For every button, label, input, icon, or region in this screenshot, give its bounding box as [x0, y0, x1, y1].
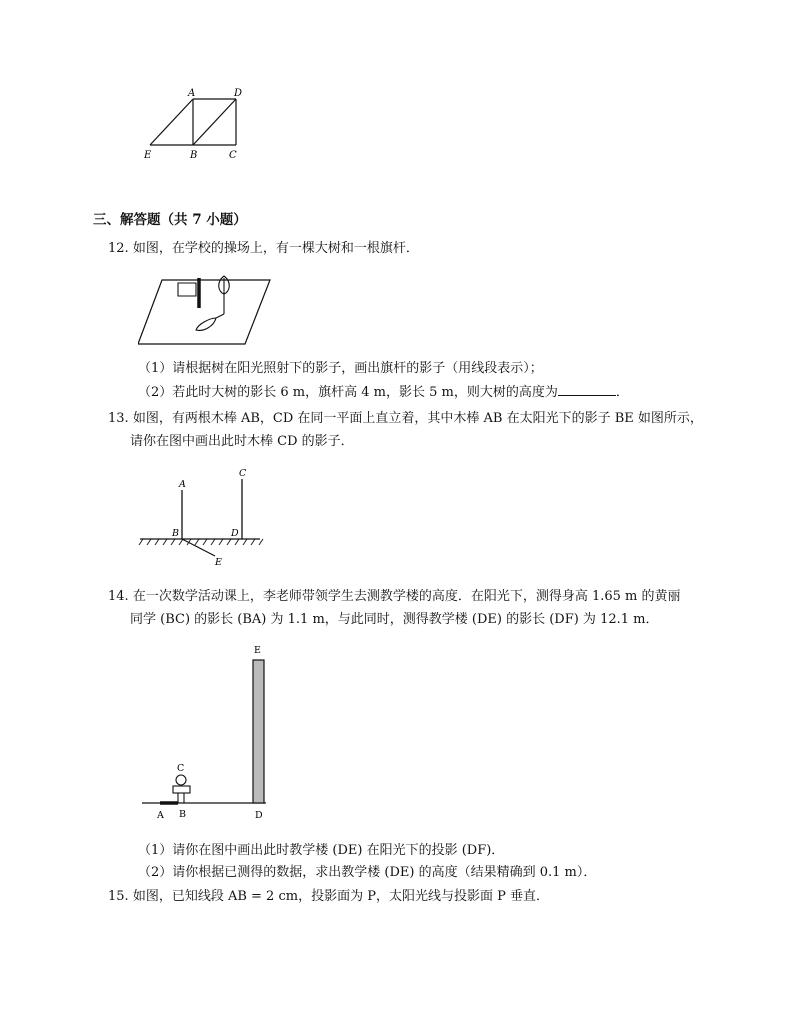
section-title: 三、解答题（共 7 小题）	[93, 212, 247, 228]
q12-figure-playground	[138, 268, 273, 348]
q13-number: 13.	[108, 411, 129, 426]
q15-line	[108, 888, 549, 906]
q14-number: 14.	[108, 589, 129, 604]
q14-sub1: （1）请你在图中画出此时教学楼 (DE) 在阳光下的投影 (DF)．	[138, 843, 505, 858]
q13-text-2: 请你在图中画出此时木棒 CD 的影子．	[130, 434, 354, 449]
label-D: D	[234, 88, 243, 99]
q13-label-B: B	[172, 528, 179, 539]
q14-label-C: C	[177, 763, 185, 774]
q14-label-B: B	[179, 809, 186, 820]
q14-text-2: 同学 (BC) 的影长 (BA) 为 1.1 m，与此同时，测得教学楼 (DE) 的影长 (DF) 为 12.1 m．	[130, 612, 659, 627]
q14-label-E: E	[254, 645, 261, 656]
q13-label-C: C	[239, 468, 247, 479]
q12-sub2-end: ．	[615, 385, 629, 400]
q12-text: 如图，在学校的操场上，有一棵大树和一根旗杆．	[132, 241, 419, 256]
q12-sub1: （1）请根据树在阳光照射下的影子，画出旗杆的影子（用线段表示）；	[138, 361, 543, 376]
q13-label-D: D	[231, 528, 239, 539]
label-C: C	[229, 150, 237, 161]
q13-text-1: 如图，有两根木棒 AB，CD 在同一平面上直立着，其中木棒 AB 在太阳光下的影子 BE 如图所示，	[132, 411, 703, 426]
label-E: E	[144, 150, 152, 161]
q13-label-A: A	[179, 479, 186, 490]
q12-sub2	[138, 383, 629, 402]
label-B: B	[190, 150, 198, 161]
q14-label-D: D	[255, 810, 263, 821]
q14-text-1: 在一次数学活动课上，李老师带领学生去测教学楼的高度．在阳光下，测得身高 1.65 m 的黄丽	[132, 589, 681, 604]
answer-blank[interactable]	[558, 383, 616, 396]
figure-11-diagram	[140, 84, 252, 162]
q12-line	[108, 240, 419, 258]
label-A: A	[188, 88, 196, 99]
q15-number: 15.	[108, 889, 129, 904]
q13-label-E: E	[215, 557, 222, 568]
q14-line1	[108, 588, 681, 606]
q12-sub2-text: （2）若此时大树的影长 6 m，旗杆高 4 m，影长 5 m，则大树的高度为	[138, 385, 558, 400]
q14-sub2: （2）请你根据已测得的数据，求出教学楼 (DE) 的高度（结果精确到 0.1 m）．	[138, 865, 597, 880]
q14-figure-building	[140, 640, 275, 825]
q12-number: 12.	[108, 241, 129, 256]
q13-figure-sticks	[135, 460, 265, 570]
q15-text: 如图，已知线段 AB = 2 cm，投影面为 P，太阳光线与投影面 P 垂直．	[132, 889, 549, 904]
q14-label-A: A	[157, 810, 164, 821]
q13-line1	[108, 410, 703, 428]
